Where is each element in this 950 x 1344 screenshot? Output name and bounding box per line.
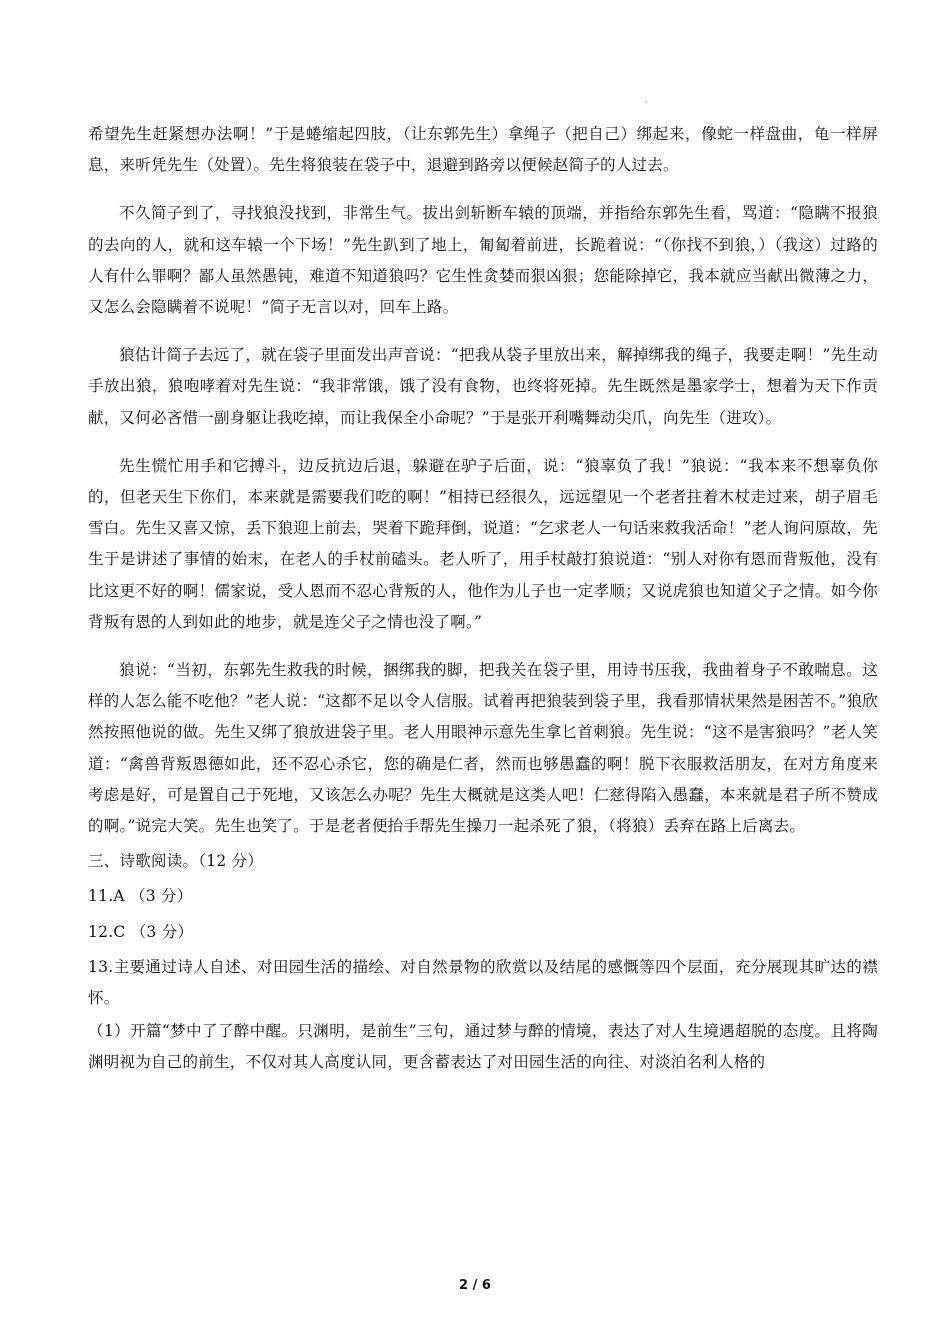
page-number: 2 / 6 <box>459 1278 491 1293</box>
answer-12: 12.C （3 分） <box>88 922 194 941</box>
answer-13: 13.主要通过诗人自述、对田园生活的描绘、对自然景物的欣赏以及结尾的感慨等四个层面，充分展现其旷达的襟怀。 <box>88 957 878 1008</box>
paragraph-2: 不久简子到了，寻找狼没找到，非常生气。拔出剑斩断车辕的顶端，并指给东郭先生看，骂道：“隐瞒不报狼的去向的人，就和这车辕一个下场！”先生趴到了地上，匍匐着前进，长跪着说：“（你找不到狼，）（我这）过路的人有什么罪啊？鄙人虽然愚钝，难道不知道狼吗？它生性贪婪而狠凶狠；您能除掉它，我本就应当献出微薄之力，又怎么会隐瞒着不说呢！”简子无言以对，回车上路。 <box>88 204 878 317</box>
paragraph-4: 先生慌忙用手和它搏斗，边反抗边后退，躲避在驴子后面，说：“狼辜负了我！”狼说：“我本来不想辜负你的，但老天生下你们，本来就是需要我们吃的啊！”相持已经很久，远远望见一个老者拄着木杖走过来，胡子眉毛雪白。先生又喜又惊，丢下狼迎上前去，哭着下跪拜倒，说道：“乞求老人一句话来救我活命！”老人询问原故，先生于是讲述了事情的始末，在老人的手杖前磕头。老人听了，用手杖敲打狼说道：“别人对你有恩而背叛他，没有比这更不好的啊！儒家说，受人恩而不忍心背叛的人，他作为儿子也一定孝顺；又说虎狼也知道父子之情。如今你背叛有恩的人到如此的地步，就是连父子之情也没了啊。” <box>88 456 878 631</box>
document-body <box>88 119 878 1079</box>
scan-speck <box>645 101 647 103</box>
paragraph-5: 狼说：“当初，东郭先生救我的时候，捆绑我的脚，把我关在袋子里，用诗书压我，我曲着身子不敢喘息。这样的人怎么能不吃他？”老人说：“这都不足以令人信服。试着再把狼装到袋子里，我看那情状果然是困苦不。”狼欣然按照他说的做。先生又绑了狼放进袋子里。老人用眼神示意先生拿匕首刺狼。先生说：“这不是害狼吗？”老人笑道：“禽兽背叛恩德如此，还不忍心杀它，您的确是仁者，然而也够愚蠢的啊！脱下衣服救活朋友，在对方角度来考虑是好，可是置自己于死地，又该怎么办呢？先生大概就是这类人吧！仁慈得陷入愚蠢，本来就是君子所不赞成的啊。”说完大笑。先生也笑了。于是老者便抬手帮先生操刀一起杀死了狼，（将狼）丢弃在路上后离去。 <box>88 661 878 836</box>
answer-11: 11.A （3 分） <box>88 887 193 906</box>
section-heading-poetry: 三、诗歌阅读。（12 分） <box>88 852 264 871</box>
paragraph-1: 希望先生赶紧想办法啊！”于是蜷缩起四肢，（让东郭先生）拿绳子（把自己）绑起来，像蛇一样盘曲，龟一样屏息，来听凭先生（处置）。先生将狼装在袋子中，退避到路旁以便候赵简子的人过去。 <box>88 125 878 175</box>
answer-13-point-1: （1）开篇“梦中了了醉中醒。只渊明，是前生”三句，通过梦与醉的情境，表达了对人生境遇超脱的态度。且将陶渊明视为自己的前生，不仅对其人高度认同，更含蓄表达了对田园生活的向往、对淡泊名利人格的 <box>88 1022 878 1072</box>
paragraph-3: 狼估计简子去远了，就在袋子里面发出声音说：“把我从袋子里放出来，解掉绑我的绳子，我要走啊！”先生动手放出狼，狼咆哮着对先生说：“我非常饿，饿了没有食物，也终将死掉。先生既然是墨家学士，想着为天下作贡献，又何必吝惜一副身躯让我吃掉，而让我保全小命呢？”于是张开利嘴舞动尖爪，向先生（进攻）。 <box>88 346 878 427</box>
